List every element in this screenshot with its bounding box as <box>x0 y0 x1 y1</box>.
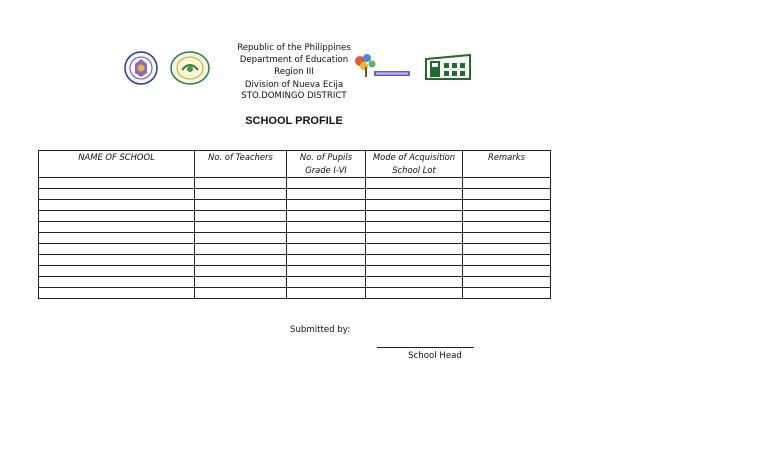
table-cell[interactable] <box>366 244 463 255</box>
table-cell[interactable] <box>287 211 366 222</box>
table-cell[interactable] <box>366 266 463 277</box>
table-cell[interactable] <box>195 222 287 233</box>
table-cell[interactable] <box>366 200 463 211</box>
table-cell[interactable] <box>366 189 463 200</box>
table-cell[interactable] <box>39 288 195 299</box>
page-title: SCHOOL PROFILE <box>245 115 343 127</box>
table-cell[interactable] <box>463 266 551 277</box>
table-cell[interactable] <box>366 288 463 299</box>
table-cell[interactable] <box>463 244 551 255</box>
table-row <box>39 222 551 233</box>
table-cell[interactable] <box>463 255 551 266</box>
header-republic: Republic of the Philippines <box>237 43 351 53</box>
table-cell[interactable] <box>195 244 287 255</box>
table-cell[interactable] <box>366 222 463 233</box>
column-header-label: No. of Teachers <box>208 152 273 162</box>
table-cell[interactable] <box>287 178 366 189</box>
table-cell[interactable] <box>287 266 366 277</box>
header-district: STO.DOMINGO DISTRICT <box>241 91 347 101</box>
signatory-label: School Head <box>408 351 462 361</box>
table-cell[interactable] <box>463 211 551 222</box>
table-cell[interactable] <box>195 189 287 200</box>
table-cell[interactable] <box>195 200 287 211</box>
deped-seal-icon <box>124 51 158 85</box>
table-cell[interactable] <box>463 277 551 288</box>
table-cell[interactable] <box>463 288 551 299</box>
column-header-no-of-pupils <box>287 151 366 178</box>
header-region: Region III <box>274 67 314 77</box>
table-cell[interactable] <box>366 233 463 244</box>
table-cell[interactable] <box>463 200 551 211</box>
column-header-label: No. of Pupils <box>299 152 353 162</box>
school-building-icon <box>424 53 472 81</box>
table-cell[interactable] <box>39 277 195 288</box>
table-cell[interactable] <box>195 277 287 288</box>
table-row <box>39 288 551 299</box>
column-header-sublabel: Grade I-VI <box>305 165 347 175</box>
table-cell[interactable] <box>39 255 195 266</box>
column-header-sublabel: School Lot <box>392 165 436 175</box>
table-row <box>39 211 551 222</box>
table-cell[interactable] <box>463 178 551 189</box>
table-cell[interactable] <box>287 244 366 255</box>
table-cell[interactable] <box>366 277 463 288</box>
column-header-label: NAME OF SCHOOL <box>78 152 155 162</box>
table-cell[interactable] <box>287 200 366 211</box>
table-cell[interactable] <box>366 255 463 266</box>
header-department: Department of Education <box>239 55 349 65</box>
school-profile-table <box>38 150 551 299</box>
table-cell[interactable] <box>195 178 287 189</box>
table-cell[interactable] <box>463 222 551 233</box>
table-cell[interactable] <box>39 178 195 189</box>
table-row <box>39 178 551 189</box>
submitted-by-label: Submitted by: <box>290 325 351 335</box>
table-cell[interactable] <box>195 255 287 266</box>
table-cell[interactable] <box>39 200 195 211</box>
table-row <box>39 266 551 277</box>
table-cell[interactable] <box>39 266 195 277</box>
table-row <box>39 244 551 255</box>
table-cell[interactable] <box>366 178 463 189</box>
table-cell[interactable] <box>287 222 366 233</box>
table-cell[interactable] <box>39 244 195 255</box>
table-row <box>39 200 551 211</box>
table-cell[interactable] <box>39 211 195 222</box>
column-header-label: Mode of Acquisition <box>372 152 456 162</box>
table-cell[interactable] <box>287 288 366 299</box>
table-row <box>39 277 551 288</box>
column-header-remarks <box>463 151 551 178</box>
table-row <box>39 189 551 200</box>
division-seal-icon <box>170 51 210 85</box>
header-division: Division of Nueva Ecija <box>244 80 344 90</box>
table-cell[interactable] <box>463 189 551 200</box>
table-cell[interactable] <box>39 222 195 233</box>
table-cell[interactable] <box>463 233 551 244</box>
table-cell[interactable] <box>366 211 463 222</box>
table-cell[interactable] <box>39 233 195 244</box>
table-cell[interactable] <box>195 233 287 244</box>
table-cell[interactable] <box>195 288 287 299</box>
signature-line <box>377 347 474 348</box>
table-row <box>39 255 551 266</box>
table-cell[interactable] <box>195 211 287 222</box>
table-cell[interactable] <box>287 233 366 244</box>
table-cell[interactable] <box>195 266 287 277</box>
table-header-row <box>39 151 551 178</box>
table-cell[interactable] <box>39 189 195 200</box>
column-header-no-of-teachers <box>195 151 287 178</box>
table-row <box>39 233 551 244</box>
column-header-label: Remarks <box>488 152 525 162</box>
column-header-name-of-school <box>39 151 195 178</box>
table-cell[interactable] <box>287 277 366 288</box>
table-cell[interactable] <box>287 255 366 266</box>
column-header-mode-of-acquisition <box>366 151 463 178</box>
table-cell[interactable] <box>287 189 366 200</box>
